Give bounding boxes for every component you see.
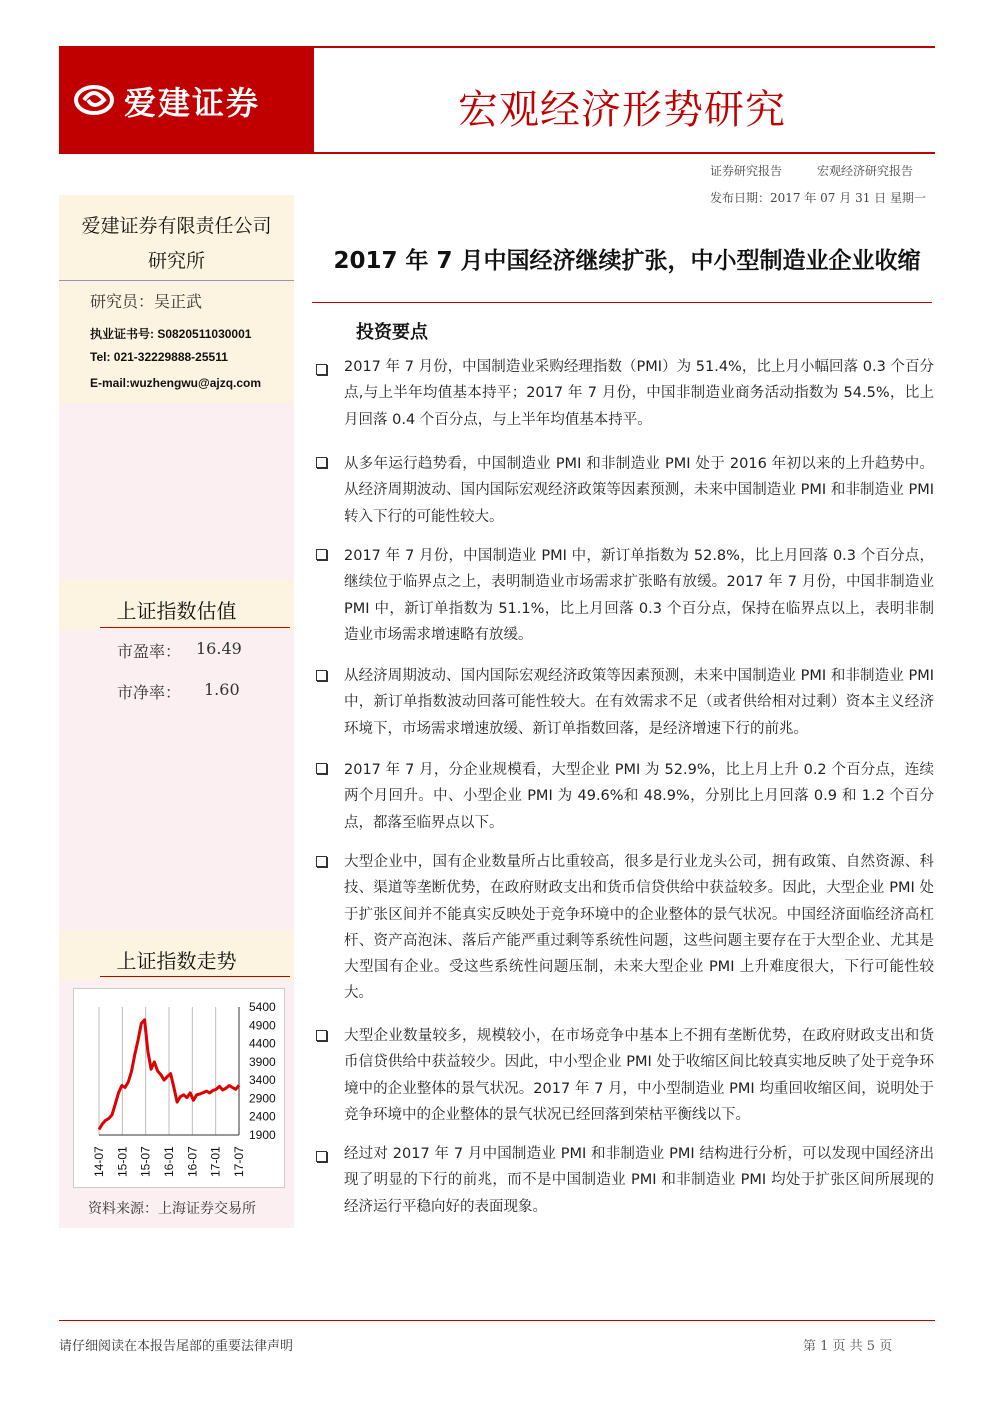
bullet-paragraph: 从经济周期波动、国内国际宏观经济政策等因素预测，未来中国制造业 PMI 和非制造业 PMI 中，新订单指数波动回落可能性较大。在有效需求不足（或者供给相对过剩）资本主义经济环境下，市场需求增速放缓、新订单指数回落，是经济增速下行的前兆。: [344, 668, 934, 737]
page-number: 第 1 页 共 5 页: [803, 1339, 893, 1354]
index-chart: [73, 988, 285, 1188]
bullet-paragraph: 2017 年 7 月份，中国制造业采购经理指数（PMI）为 51.4%，比上月小幅回落 0.3 个百分点,与上半年均值基本持平；2017 年 7 月份，中国非制造业商务活动指数为 54.5%，比上月回落 0.4 个百分点，与上半年均值基本持平。: [344, 359, 934, 428]
company-box: [59, 195, 294, 280]
license-number: 执业证书号: S0820511030001: [90, 327, 252, 341]
chart-source: 资料来源：上海证券交易所: [88, 1201, 256, 1217]
chart-x-tick-label: 14-07: [92, 1146, 106, 1177]
chart-x-tick-label: 17-01: [208, 1146, 223, 1177]
chart-x-tick-label: 16-01: [162, 1146, 176, 1177]
checkbox-bullet-icon: [316, 364, 327, 375]
logo-text: 爱建证券: [124, 84, 261, 122]
trend-heading: 上证指数走势: [116, 949, 237, 973]
footer-disclaimer: 请仔细阅读在本报告尾部的重要法律声明: [59, 1339, 294, 1354]
logo-icon: [74, 84, 114, 116]
chart-x-tick-label: 15-01: [115, 1146, 130, 1177]
section-heading: 投资要点: [356, 322, 428, 343]
chart-x-tick-label: 16-07: [185, 1146, 200, 1177]
pb-label: 市净率：: [117, 683, 182, 702]
chart-x-tick-label: 15-07: [138, 1146, 153, 1177]
checkbox-bullet-icon: [316, 1151, 327, 1162]
checkbox-bullet-icon: [316, 1030, 327, 1041]
footer-rule: [59, 1320, 935, 1321]
chart-y-tick-label: 2400: [249, 1109, 276, 1124]
chart-y-tick-label: 3400: [249, 1073, 276, 1088]
title-rule: [312, 302, 932, 303]
main-title: 宏观经济形势研究: [458, 87, 786, 133]
checkbox-bullet-icon: [316, 856, 327, 867]
pe-label: 市盈率：: [117, 642, 182, 661]
chart-y-tick-label: 4400: [249, 1036, 276, 1051]
checkbox-bullet-icon: [316, 670, 327, 681]
chart-y-tick-label: 5400: [249, 1000, 276, 1014]
chart-x-tick-label: 17-07: [232, 1146, 246, 1177]
chart-y-tick-label: 1900: [249, 1128, 276, 1142]
report-type-1: 证券研究报告: [710, 164, 783, 178]
index-chart-svg: [74, 989, 284, 1187]
checkbox-bullet-icon: [316, 549, 327, 560]
chart-y-tick-label: 2900: [249, 1091, 276, 1106]
trend-rule: [100, 976, 290, 977]
bullet-paragraph: 大型企业中，国有企业数量所占比重较高，很多是行业龙头公司，拥有政策、自然资源、科技、渠道等垄断优势，在政府财政支出和货币信贷供给中获益较多。因此，大型企业 PMI 处于扩张区间并不能真实反映处于竞争环境中的企业整体的景气状况。中国经济面临经济高杠杆、资产高泡沫、落后产能严重过剩等系统性问题，这些问题主要存在于大型企业、尤其是大型国有企业。受这些系统性问题压制，未来大型企业 PMI 上升难度很大，下行可能性较大。: [344, 854, 934, 1002]
company-divider: [59, 280, 294, 281]
trend-heading-box: [59, 930, 294, 980]
chart-y-tick-label: 4900: [249, 1018, 276, 1033]
checkbox-bullet-icon: [316, 763, 327, 774]
tel: Tel: 021-32229888-25511: [90, 350, 228, 364]
checkbox-bullet-icon: [316, 457, 327, 468]
chart-y-tick-label: 3900: [249, 1054, 276, 1069]
company-name: 爱建证券有限责任公司: [81, 215, 272, 237]
valuation-heading: 上证指数估值: [116, 599, 237, 623]
institute-name: 研究所: [147, 250, 205, 272]
email: E-mail:wuzhengwu@ajzq.com: [90, 376, 262, 390]
header-rule: [59, 152, 935, 154]
report-type-2: 宏观经济研究报告: [817, 164, 914, 178]
pb-value: 1.60: [204, 680, 240, 699]
bullet-paragraph: 2017 年 7 月份，中国制造业 PMI 中，新订单指数为 52.8%，比上月回落 0.3 个百分点，继续位于临界点之上，表明制造业市场需求扩张略有放缓。2017 年 7 月份，中国非制造业 PMI 中，新订单指数为 51.1%，比上月回落 0.3 个百分点，保持在临界点以上，表明非制造业市场需求增速略有放缓。: [344, 548, 934, 643]
bullet-paragraph: 经过对 2017 年 7 月中国制造业 PMI 和非制造业 PMI 结构进行分析，可以发现中国经济出现了明显的下行的前兆，而不是中国制造业 PMI 和非制造业 PMI 均处于扩张区间所展现的经济运行平稳向好的表面现象。: [344, 1146, 934, 1215]
pe-value: 16.49: [196, 639, 242, 658]
report-title: 2017 年 7 月中国经济继续扩张，中小型制造业企业收缩: [333, 248, 921, 274]
analyst-name: 研究员：吴正武: [90, 292, 203, 311]
bullet-paragraph: 从多年运行趋势看，中国制造业 PMI 和非制造业 PMI 处于 2016 年初以来的上升趋势中。从经济周期波动、国内国际宏观经济政策等因素预测，未来中国制造业 PMI 和非制造业 PMI 转入下行的可能性较大。: [344, 456, 934, 525]
bullet-paragraph: 2017 年 7 月，分企业规模看，大型企业 PMI 为 52.9%，比上月上升 0.2 个百分点，连续两个月回升。中、小型企业 PMI 为 49.6%和 48.9%，分别比上月回落 0.9 和 1.2 个百分点，都落至临界点以下。: [344, 762, 934, 831]
valuation-rule: [100, 627, 290, 628]
publish-date: 发布日期：2017 年 07 月 31 日 星期一: [710, 191, 926, 205]
valuation-heading-box: [59, 580, 294, 630]
bullet-paragraph: 大型企业数量较多，规模较小，在市场竞争中基本上不拥有垄断优势，在政府财政支出和货币信贷供给中获益较少。因此，中小型企业 PMI 处于收缩区间比较真实地反映了处于竞争环境中的企业整体的景气状况。2017 年 7 月，中小型制造业 PMI 均重回收缩区间，说明处于竞争环境中的企业整体的景气状况已经回落到荣枯平衡线以下。: [344, 1028, 934, 1123]
